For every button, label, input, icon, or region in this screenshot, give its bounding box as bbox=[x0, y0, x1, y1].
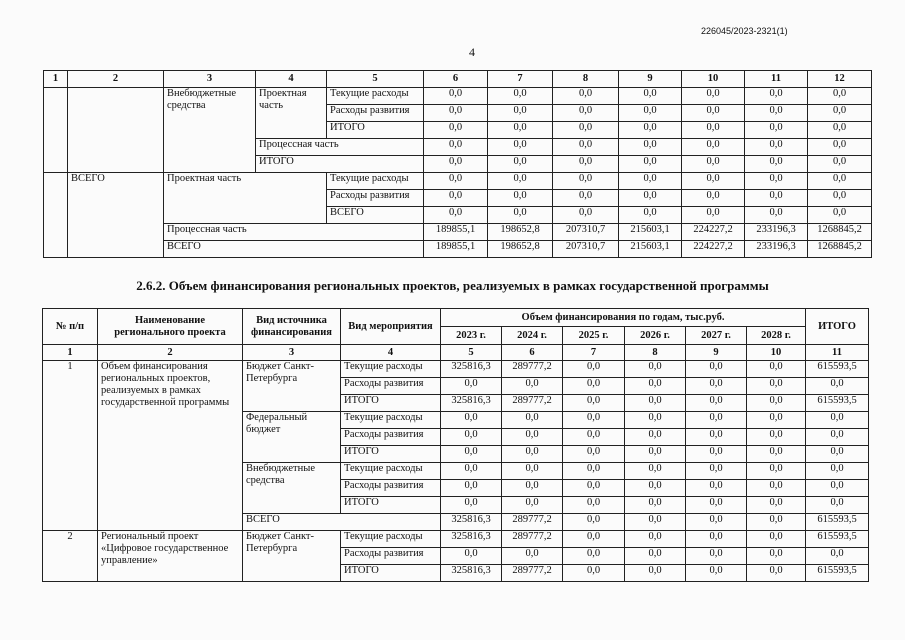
col-number: 9 bbox=[686, 345, 747, 361]
value-cell: 0,0 bbox=[441, 463, 502, 480]
value-cell: 0,0 bbox=[424, 207, 488, 224]
value-cell: 325816,3 bbox=[441, 395, 502, 412]
total-value-cell: 615593,5 bbox=[806, 531, 869, 548]
value-cell: 0,0 bbox=[488, 139, 553, 156]
value-cell: 0,0 bbox=[686, 429, 747, 446]
value-cell: 0,0 bbox=[424, 88, 488, 105]
value-cell: 0,0 bbox=[502, 480, 563, 497]
value-cell: 0,0 bbox=[747, 361, 806, 378]
col-number: 12 bbox=[808, 71, 872, 88]
total-value-cell: 615593,5 bbox=[806, 395, 869, 412]
value-cell: 0,0 bbox=[745, 156, 808, 173]
value-cell: 0,0 bbox=[441, 548, 502, 565]
project-number: 1 bbox=[43, 361, 98, 531]
col-number: 3 bbox=[164, 71, 256, 88]
part-label: Процессная часть bbox=[256, 139, 424, 156]
value-cell: 0,0 bbox=[745, 139, 808, 156]
total-value-cell: 615593,5 bbox=[806, 361, 869, 378]
total-label: ВСЕГО bbox=[243, 514, 441, 531]
value-cell: 0,0 bbox=[745, 207, 808, 224]
regional-projects-table bbox=[42, 308, 869, 582]
value-cell: 0,0 bbox=[502, 378, 563, 395]
value-cell: 0,0 bbox=[686, 531, 747, 548]
value-cell: 0,0 bbox=[625, 565, 686, 582]
value-cell: 0,0 bbox=[488, 173, 553, 190]
value-cell: 0,0 bbox=[747, 463, 806, 480]
project-name: Региональный проект «Цифровое государственное управление» bbox=[98, 531, 243, 582]
value-cell: 0,0 bbox=[563, 412, 625, 429]
value-cell: 0,0 bbox=[563, 429, 625, 446]
value-cell: 0,0 bbox=[619, 88, 682, 105]
value-cell: 0,0 bbox=[619, 173, 682, 190]
col-number: 5 bbox=[441, 345, 502, 361]
financing-table-continued bbox=[43, 70, 872, 258]
value-cell: 0,0 bbox=[686, 497, 747, 514]
total-value-cell: 0,0 bbox=[806, 446, 869, 463]
col-number: 6 bbox=[502, 345, 563, 361]
value-cell: 0,0 bbox=[747, 531, 806, 548]
value-cell: 0,0 bbox=[625, 378, 686, 395]
value-cell: 0,0 bbox=[747, 395, 806, 412]
total-value-cell: 0,0 bbox=[808, 139, 872, 156]
value-cell: 0,0 bbox=[625, 412, 686, 429]
total-value-cell: 0,0 bbox=[808, 156, 872, 173]
value-cell: 215603,1 bbox=[619, 241, 682, 258]
expense-type-label: Текущие расходы bbox=[341, 361, 441, 378]
value-cell: 0,0 bbox=[747, 446, 806, 463]
value-cell: 0,0 bbox=[745, 105, 808, 122]
value-cell: 0,0 bbox=[745, 122, 808, 139]
value-cell: 0,0 bbox=[563, 395, 625, 412]
col-number: 10 bbox=[747, 345, 806, 361]
header-year: 2023 г. bbox=[441, 327, 502, 345]
col-number: 5 bbox=[327, 71, 424, 88]
col-number: 8 bbox=[553, 71, 619, 88]
expense-type-label: Текущие расходы bbox=[327, 173, 424, 190]
value-cell: 0,0 bbox=[747, 412, 806, 429]
expense-type-label: Расходы развития bbox=[341, 378, 441, 395]
expense-type-label: ВСЕГО bbox=[327, 207, 424, 224]
value-cell: 0,0 bbox=[502, 463, 563, 480]
source-label: Внебюджетные средства bbox=[243, 463, 341, 514]
total-value-cell: 0,0 bbox=[808, 88, 872, 105]
source-label: Внебюджетные средства bbox=[164, 88, 256, 173]
value-cell: 0,0 bbox=[502, 548, 563, 565]
value-cell: 0,0 bbox=[563, 497, 625, 514]
header-years-group: Объем финансирования по годам, тыс.руб. bbox=[441, 309, 806, 327]
col-number: 4 bbox=[256, 71, 327, 88]
total-value-cell: 0,0 bbox=[808, 207, 872, 224]
total-label: ИТОГО bbox=[256, 156, 424, 173]
value-cell: 0,0 bbox=[625, 480, 686, 497]
value-cell: 0,0 bbox=[619, 122, 682, 139]
value-cell: 0,0 bbox=[488, 88, 553, 105]
project-name: Объем финансирования региональных проектов, реализуемых в рамках государственной программы bbox=[98, 361, 243, 531]
value-cell: 0,0 bbox=[686, 412, 747, 429]
value-cell: 0,0 bbox=[686, 395, 747, 412]
value-cell: 0,0 bbox=[441, 446, 502, 463]
expense-type-label: ИТОГО bbox=[341, 446, 441, 463]
header-year: 2024 г. bbox=[502, 327, 563, 345]
col-number: 1 bbox=[43, 345, 98, 361]
value-cell: 0,0 bbox=[745, 190, 808, 207]
header-type: Вид мероприятия bbox=[341, 309, 441, 345]
part-label: Проектная часть bbox=[256, 88, 327, 139]
value-cell: 0,0 bbox=[441, 480, 502, 497]
value-cell: 189855,1 bbox=[424, 224, 488, 241]
expense-type-label: Текущие расходы bbox=[327, 88, 424, 105]
page-number: 4 bbox=[469, 45, 475, 59]
value-cell: 0,0 bbox=[424, 190, 488, 207]
part-label: Проектная часть bbox=[164, 173, 327, 224]
value-cell: 0,0 bbox=[747, 429, 806, 446]
value-cell: 0,0 bbox=[619, 139, 682, 156]
value-cell: 0,0 bbox=[424, 105, 488, 122]
value-cell: 0,0 bbox=[682, 105, 745, 122]
value-cell: 189855,1 bbox=[424, 241, 488, 258]
value-cell: 0,0 bbox=[488, 207, 553, 224]
table-row bbox=[44, 241, 872, 258]
header-source: Вид источника финансирования bbox=[243, 309, 341, 345]
total-value-cell: 0,0 bbox=[808, 173, 872, 190]
value-cell: 0,0 bbox=[441, 429, 502, 446]
value-cell: 289777,2 bbox=[502, 395, 563, 412]
value-cell: 0,0 bbox=[488, 156, 553, 173]
source-label: Бюджет Санкт-Петербурга bbox=[243, 531, 341, 582]
col-number: 2 bbox=[68, 71, 164, 88]
total-value-cell: 0,0 bbox=[806, 480, 869, 497]
value-cell: 0,0 bbox=[619, 190, 682, 207]
grand-total-label: ВСЕГО bbox=[68, 173, 164, 258]
col-number: 10 bbox=[682, 71, 745, 88]
value-cell: 0,0 bbox=[747, 514, 806, 531]
value-cell: 0,0 bbox=[625, 514, 686, 531]
value-cell: 0,0 bbox=[488, 122, 553, 139]
expense-type-label: ИТОГО bbox=[327, 122, 424, 139]
header-row-1 bbox=[43, 309, 869, 327]
value-cell: 207310,7 bbox=[553, 224, 619, 241]
value-cell: 207310,7 bbox=[553, 241, 619, 258]
document-id: 226045/2023-2321(1) bbox=[701, 26, 788, 36]
total-value-cell: 0,0 bbox=[806, 412, 869, 429]
col-number: 11 bbox=[806, 345, 869, 361]
value-cell: 0,0 bbox=[502, 497, 563, 514]
value-cell: 0,0 bbox=[625, 361, 686, 378]
total-value-cell: 0,0 bbox=[808, 190, 872, 207]
value-cell: 0,0 bbox=[625, 548, 686, 565]
table-row bbox=[43, 361, 869, 378]
value-cell: 0,0 bbox=[747, 565, 806, 582]
col-number: 6 bbox=[424, 71, 488, 88]
total-value-cell: 0,0 bbox=[806, 378, 869, 395]
expense-type-label: Расходы развития bbox=[327, 105, 424, 122]
value-cell: 233196,3 bbox=[745, 224, 808, 241]
value-cell: 0,0 bbox=[686, 548, 747, 565]
value-cell: 0,0 bbox=[553, 139, 619, 156]
value-cell: 0,0 bbox=[553, 190, 619, 207]
col-number: 3 bbox=[243, 345, 341, 361]
value-cell: 0,0 bbox=[747, 480, 806, 497]
value-cell: 0,0 bbox=[625, 497, 686, 514]
total-value-cell: 1268845,2 bbox=[808, 241, 872, 258]
col-number: 9 bbox=[619, 71, 682, 88]
value-cell: 0,0 bbox=[619, 105, 682, 122]
value-cell: 0,0 bbox=[682, 122, 745, 139]
table-row bbox=[43, 531, 869, 548]
total-value-cell: 0,0 bbox=[806, 497, 869, 514]
expense-type-label: Текущие расходы bbox=[341, 531, 441, 548]
value-cell: 0,0 bbox=[682, 139, 745, 156]
col-number: 11 bbox=[745, 71, 808, 88]
col-number: 4 bbox=[341, 345, 441, 361]
value-cell: 0,0 bbox=[424, 122, 488, 139]
expense-type-label: ИТОГО bbox=[341, 565, 441, 582]
total-value-cell: 0,0 bbox=[806, 429, 869, 446]
section-title: 2.6.2. Объем финансирования региональных проектов, реализуемых в рамках государственной программы bbox=[136, 278, 769, 293]
value-cell: 0,0 bbox=[563, 446, 625, 463]
value-cell: 0,0 bbox=[488, 105, 553, 122]
value-cell: 0,0 bbox=[502, 429, 563, 446]
value-cell: 224227,2 bbox=[682, 224, 745, 241]
expense-type-label: Текущие расходы bbox=[341, 463, 441, 480]
value-cell: 0,0 bbox=[745, 173, 808, 190]
col-number: 8 bbox=[625, 345, 686, 361]
value-cell: 0,0 bbox=[424, 173, 488, 190]
value-cell: 0,0 bbox=[502, 446, 563, 463]
value-cell: 0,0 bbox=[619, 156, 682, 173]
col-number: 7 bbox=[563, 345, 625, 361]
expense-type-label: Расходы развития bbox=[327, 190, 424, 207]
source-label: Бюджет Санкт-Петербурга bbox=[243, 361, 341, 412]
value-cell: 325816,3 bbox=[441, 514, 502, 531]
value-cell: 0,0 bbox=[682, 156, 745, 173]
value-cell: 0,0 bbox=[686, 463, 747, 480]
value-cell: 0,0 bbox=[441, 497, 502, 514]
value-cell: 0,0 bbox=[563, 565, 625, 582]
project-number: 2 bbox=[43, 531, 98, 582]
value-cell: 0,0 bbox=[563, 378, 625, 395]
value-cell: 0,0 bbox=[686, 446, 747, 463]
expense-type-label: Текущие расходы bbox=[341, 412, 441, 429]
value-cell: 0,0 bbox=[553, 122, 619, 139]
value-cell: 0,0 bbox=[686, 378, 747, 395]
value-cell: 0,0 bbox=[563, 480, 625, 497]
empty-cell bbox=[44, 173, 68, 258]
value-cell: 0,0 bbox=[424, 139, 488, 156]
expense-type-label: Расходы развития bbox=[341, 548, 441, 565]
part-label: Процессная часть bbox=[164, 224, 424, 241]
value-cell: 289777,2 bbox=[502, 514, 563, 531]
total-value-cell: 0,0 bbox=[806, 548, 869, 565]
value-cell: 0,0 bbox=[625, 429, 686, 446]
table-row bbox=[44, 88, 872, 105]
table-row bbox=[44, 224, 872, 241]
value-cell: 0,0 bbox=[682, 88, 745, 105]
total-value-cell: 615593,5 bbox=[806, 565, 869, 582]
value-cell: 0,0 bbox=[553, 105, 619, 122]
value-cell: 289777,2 bbox=[502, 531, 563, 548]
column-number-row bbox=[43, 345, 869, 361]
value-cell: 0,0 bbox=[553, 173, 619, 190]
header-year: 2026 г. bbox=[625, 327, 686, 345]
header-year: 2025 г. bbox=[563, 327, 625, 345]
value-cell: 224227,2 bbox=[682, 241, 745, 258]
value-cell: 289777,2 bbox=[502, 565, 563, 582]
value-cell: 325816,3 bbox=[441, 565, 502, 582]
value-cell: 0,0 bbox=[553, 88, 619, 105]
value-cell: 0,0 bbox=[625, 395, 686, 412]
expense-type-label: ИТОГО bbox=[341, 497, 441, 514]
value-cell: 0,0 bbox=[553, 156, 619, 173]
col-number: 1 bbox=[44, 71, 68, 88]
value-cell: 0,0 bbox=[424, 156, 488, 173]
header-year: 2028 г. bbox=[747, 327, 806, 345]
empty-cell bbox=[44, 88, 68, 173]
value-cell: 215603,1 bbox=[619, 224, 682, 241]
header-name: Наименование регионального проекта bbox=[98, 309, 243, 345]
value-cell: 198652,8 bbox=[488, 241, 553, 258]
value-cell: 0,0 bbox=[488, 190, 553, 207]
value-cell: 0,0 bbox=[563, 531, 625, 548]
col-number: 7 bbox=[488, 71, 553, 88]
value-cell: 0,0 bbox=[563, 514, 625, 531]
value-cell: 0,0 bbox=[563, 463, 625, 480]
header-num: № п/п bbox=[43, 309, 98, 345]
value-cell: 0,0 bbox=[441, 378, 502, 395]
value-cell: 0,0 bbox=[563, 361, 625, 378]
table-row bbox=[44, 173, 872, 190]
value-cell: 233196,3 bbox=[745, 241, 808, 258]
expense-type-label: Расходы развития bbox=[341, 480, 441, 497]
value-cell: 0,0 bbox=[686, 361, 747, 378]
value-cell: 0,0 bbox=[682, 207, 745, 224]
value-cell: 325816,3 bbox=[441, 361, 502, 378]
value-cell: 0,0 bbox=[619, 207, 682, 224]
value-cell: 0,0 bbox=[686, 514, 747, 531]
total-value-cell: 0,0 bbox=[808, 122, 872, 139]
value-cell: 0,0 bbox=[682, 190, 745, 207]
value-cell: 289777,2 bbox=[502, 361, 563, 378]
total-value-cell: 615593,5 bbox=[806, 514, 869, 531]
total-value-cell: 0,0 bbox=[806, 463, 869, 480]
source-label: Федеральный бюджет bbox=[243, 412, 341, 463]
column-number-row bbox=[44, 71, 872, 88]
value-cell: 0,0 bbox=[502, 412, 563, 429]
value-cell: 0,0 bbox=[625, 463, 686, 480]
value-cell: 0,0 bbox=[747, 497, 806, 514]
total-value-cell: 0,0 bbox=[808, 105, 872, 122]
col-number: 2 bbox=[98, 345, 243, 361]
value-cell: 0,0 bbox=[553, 207, 619, 224]
value-cell: 0,0 bbox=[747, 378, 806, 395]
value-cell: 0,0 bbox=[625, 531, 686, 548]
value-cell: 0,0 bbox=[745, 88, 808, 105]
total-value-cell: 1268845,2 bbox=[808, 224, 872, 241]
value-cell: 0,0 bbox=[682, 173, 745, 190]
value-cell: 325816,3 bbox=[441, 531, 502, 548]
value-cell: 0,0 bbox=[625, 446, 686, 463]
value-cell: 0,0 bbox=[686, 480, 747, 497]
header-total: ИТОГО bbox=[806, 309, 869, 345]
value-cell: 0,0 bbox=[686, 565, 747, 582]
expense-type-label: Расходы развития bbox=[341, 429, 441, 446]
value-cell: 0,0 bbox=[747, 548, 806, 565]
value-cell: 0,0 bbox=[563, 548, 625, 565]
expense-type-label: ИТОГО bbox=[341, 395, 441, 412]
empty-cell bbox=[68, 88, 164, 173]
header-year: 2027 г. bbox=[686, 327, 747, 345]
total-label: ВСЕГО bbox=[164, 241, 424, 258]
value-cell: 198652,8 bbox=[488, 224, 553, 241]
value-cell: 0,0 bbox=[441, 412, 502, 429]
